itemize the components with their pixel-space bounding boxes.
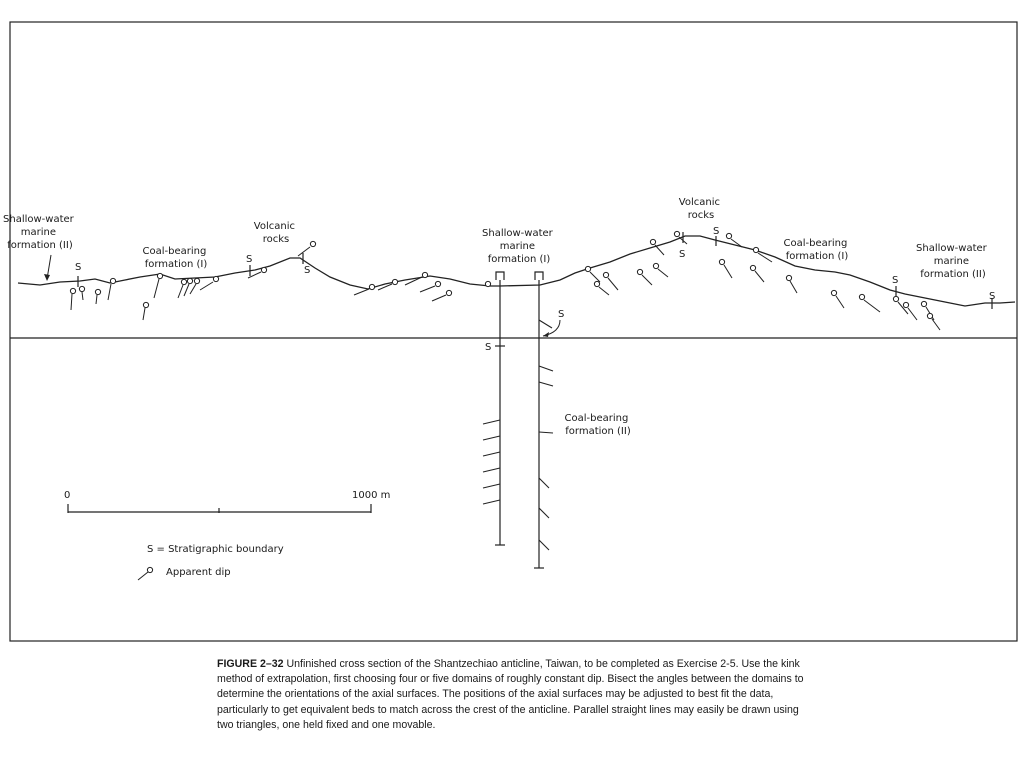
label-coal-bearing-left: Coal-bearing formation (I)	[142, 246, 208, 270]
borehole-left-dips	[483, 420, 500, 504]
scale-end-label: 1000 m	[352, 490, 391, 501]
label-volcanic-left: Volcanic rocks	[253, 221, 296, 245]
legend-dip: Apparent dip	[166, 567, 231, 578]
svg-text:S: S	[304, 265, 311, 276]
label-shallow-water-left: Shallow-water marine formation (II)	[3, 214, 74, 251]
label-volcanic-right: Volcanic rocks	[678, 197, 721, 221]
label-shallow-water-right: Shallow-water marine formation (II)	[916, 243, 987, 280]
svg-text:S: S	[679, 249, 686, 260]
legend-dip-icon	[138, 567, 153, 580]
borehole-right	[534, 272, 544, 568]
legend-stratigraphic: S = Stratigraphic boundary	[147, 544, 284, 555]
scale-start-label: 0	[64, 490, 71, 501]
scale-bar	[64, 490, 390, 513]
svg-text:S: S	[713, 226, 720, 237]
svg-text:S: S	[558, 309, 565, 320]
figure-caption	[217, 657, 807, 733]
label-coal-bearing-right: Coal-bearing formation (I)	[783, 238, 849, 262]
label-shallow-water-center: Shallow-water marine formation (I)	[482, 228, 553, 265]
svg-text:S: S	[75, 262, 82, 273]
caption-figure-id: FIGURE 2–32	[217, 658, 284, 670]
svg-text:S: S	[989, 291, 996, 302]
svg-text:S: S	[485, 342, 492, 353]
borehole-right-dips	[539, 320, 553, 550]
label-coal-bearing-well: Coal-bearing formation (II)	[564, 413, 631, 437]
legend	[138, 544, 284, 580]
svg-text:S: S	[246, 254, 253, 265]
caption-text: Unfinished cross section of the Shantzechiao anticline, Taiwan, to be completed as Exercise 2-5. Use the kink method of extrapolation, first choosing four or five domains of roughly constant dip. Bisect the angles between the domains to determine the orientations of the axial surfaces. The positions of the axial surfaces may be adjusted to best fit the data, particularly to get equivalent beds to match across the crest of the anticline. Parallel straight lines may easily be drawn using two triangles, one held fixed and one movable.	[217, 658, 804, 731]
borehole-left	[495, 272, 505, 545]
svg-text:S: S	[892, 275, 899, 286]
